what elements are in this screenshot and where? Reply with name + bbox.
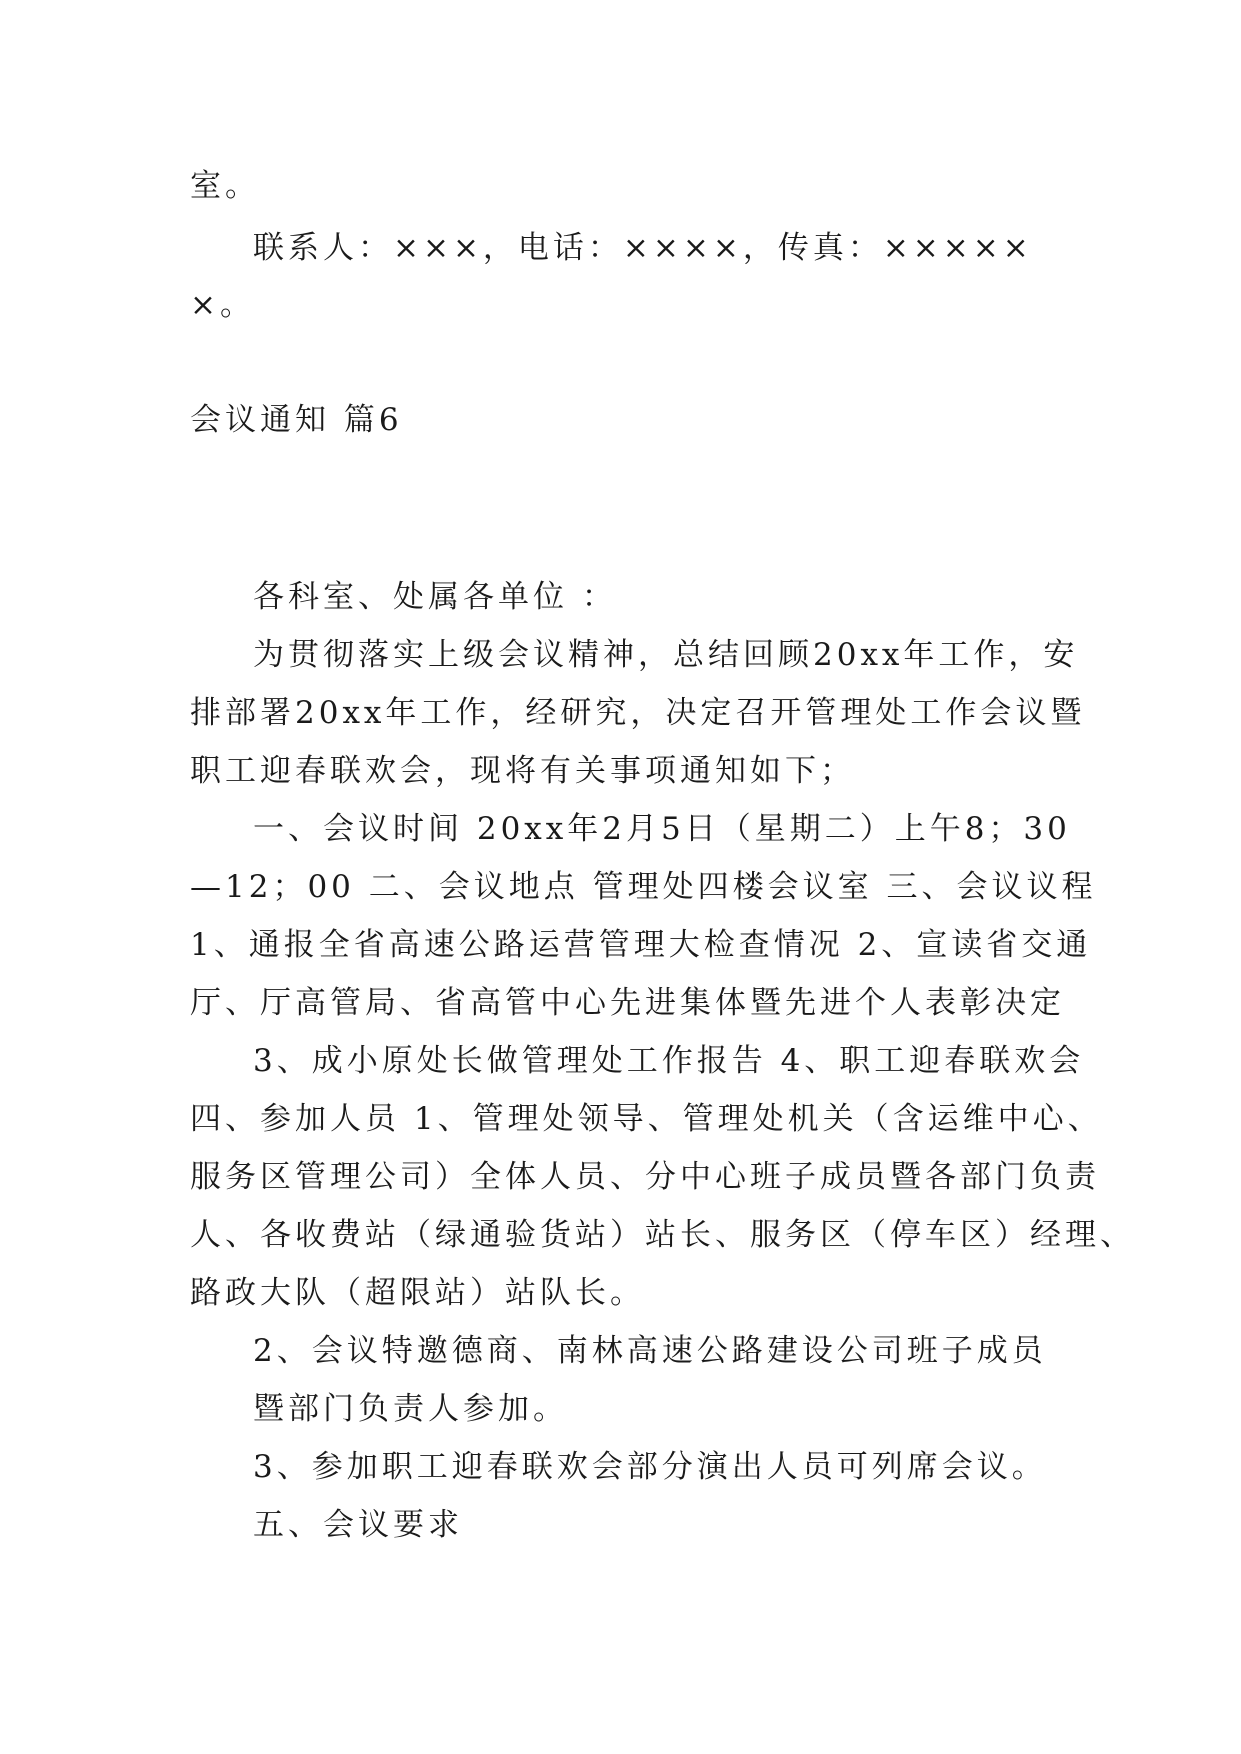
- paragraph-line: 3、成小原处长做管理处工作报告 4、职工迎春联欢会: [253, 1043, 1085, 1079]
- paragraph-line: 1、通报全省高速公路运营管理大检查情况 2、宣读省交通: [190, 927, 1092, 963]
- paragraph-line: 职工迎春联欢会，现将有关事项通知如下；: [190, 753, 855, 789]
- paragraph-line: 3、参加职工迎春联欢会部分演出人员可列席会议。: [253, 1449, 1047, 1485]
- paragraph-line: —12；00 二、会议地点 管理处四楼会议室 三、会议议程: [190, 869, 1097, 905]
- section-title: 会议通知 篇6: [190, 402, 403, 438]
- paragraph-line: 为贯彻落实上级会议精神，总结回顾20xx年工作，安: [253, 637, 1079, 673]
- text-line: ×。: [190, 287, 255, 323]
- paragraph-line: 路政大队（超限站）站队长。: [190, 1275, 645, 1311]
- contact-line: 联系人：×××，电话：××××，传真：×××××: [253, 230, 1033, 266]
- salutation: 各科室、处属各单位 ：: [253, 579, 617, 615]
- paragraph-line: 一、会议时间 20xx年2月5日（星期二）上午8；30: [253, 811, 1071, 847]
- text-line: 室。: [190, 168, 260, 204]
- paragraph-line: 排部署20xx年工作，经研究，决定召开管理处工作会议暨: [190, 695, 1086, 731]
- section-heading: 五、会议要求: [253, 1507, 463, 1543]
- paragraph-line: 服务区管理公司）全体人员、分中心班子成员暨各部门负责: [190, 1159, 1100, 1195]
- paragraph-line: 人、各收费站（绿通验货站）站长、服务区（停车区）经理、: [190, 1217, 1135, 1253]
- paragraph-line: 四、参加人员 1、管理处领导、管理处机关（含运维中心、: [190, 1101, 1103, 1137]
- paragraph-line: 厅、厅高管局、省高管中心先进集体暨先进个人表彰决定: [190, 985, 1065, 1021]
- paragraph-line: 暨部门负责人参加。: [253, 1391, 568, 1427]
- paragraph-line: 2、会议特邀德商、南林高速公路建设公司班子成员: [253, 1333, 1047, 1369]
